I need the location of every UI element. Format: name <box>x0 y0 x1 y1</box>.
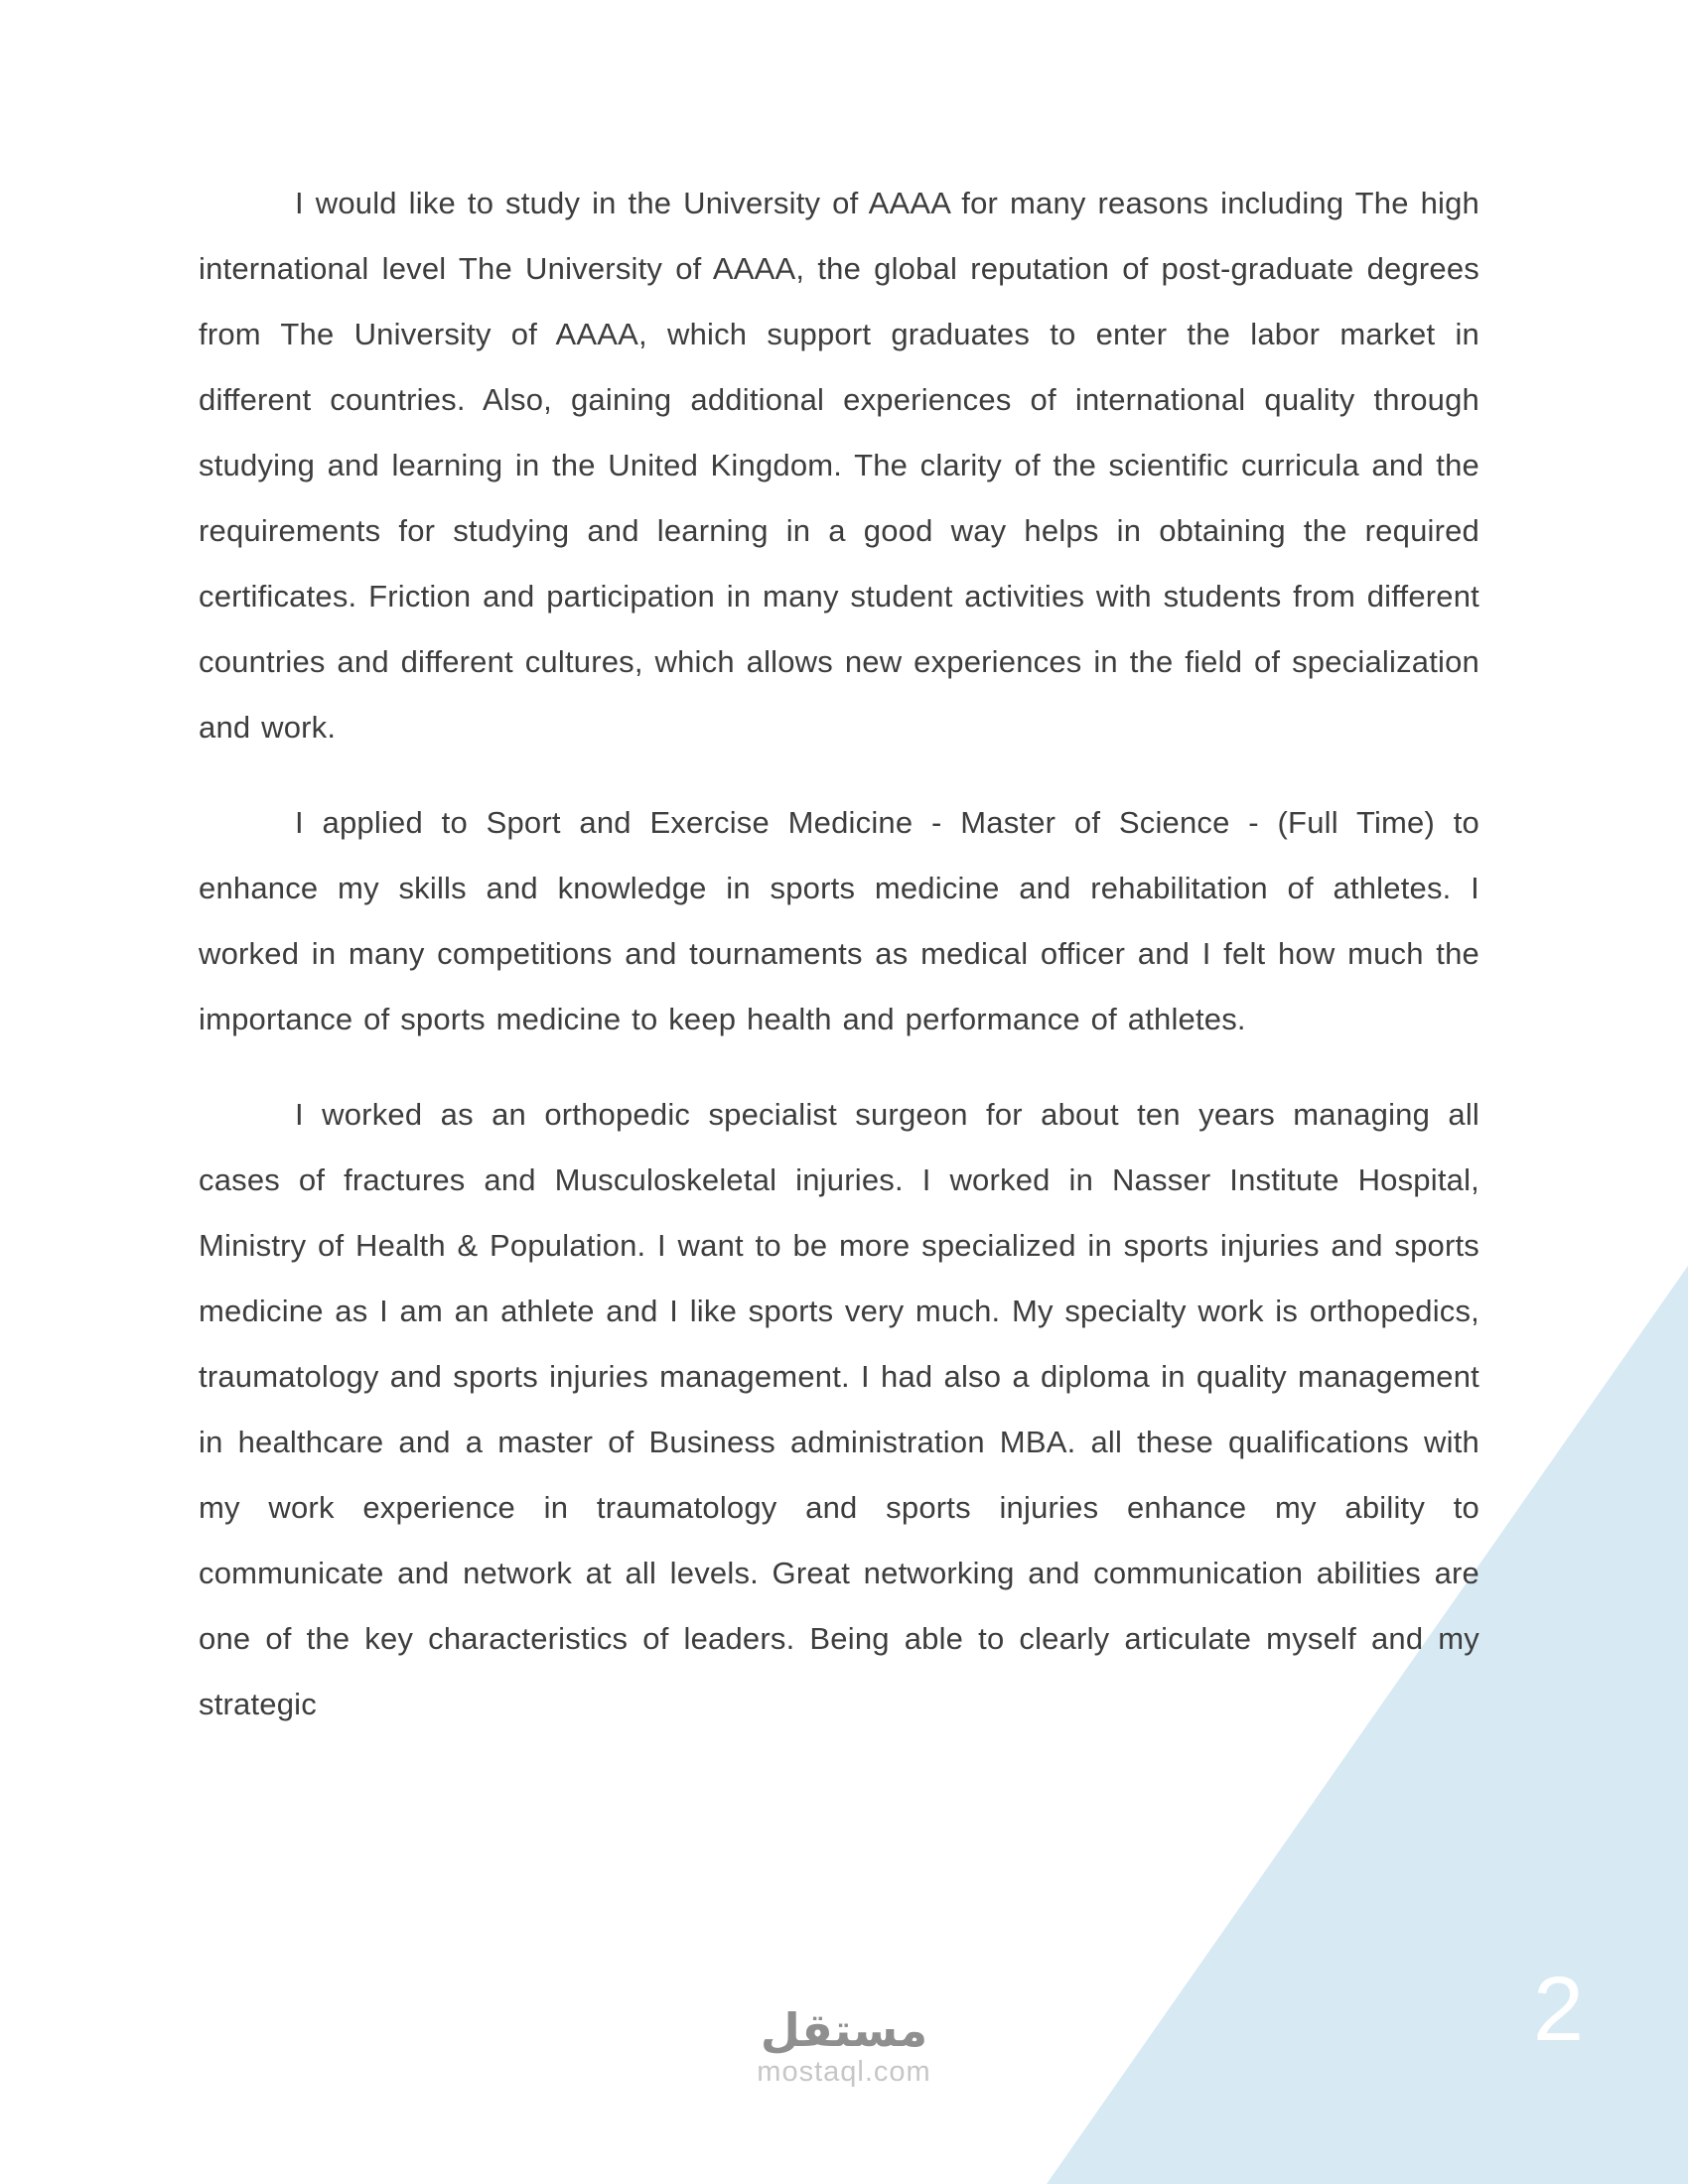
paragraph-program-applied: I applied to Sport and Exercise Medicine - Master of Science - (Full Time) to enhance my skills and knowledge in sports medicine and rehabilitation of athletes. I worked in many competitions and tournaments as medical officer and I felt how much the importance of sports medicine to keep health and performance of athletes. <box>199 805 1479 1036</box>
paragraph-work-experience: I worked as an orthopedic specialist surgeon for about ten years managing all cases of fractures and Musculoskeletal injuries. I worked in Nasser Institute Hospital, Ministry of Health & Population. I want to be more specialized in sports injuries and sports medicine as I am an athlete and I like sports very much. My specialty work is orthopedics, traumatology and sports injuries management. I had also a diploma in quality management in healthcare and a master of Business administration MBA. all these qualifications with my work experience in traumatology and sports injuries enhance my ability to communicate and network at all levels. Great networking and communication abilities are one of the key characteristics of leaders. Being able to clearly articulate myself and my strategic <box>199 1097 1479 1721</box>
watermark-domain-text: mostaql.com <box>757 2056 931 2089</box>
document-body <box>199 0 1479 1767</box>
paragraph-study-reasons: I would like to study in the University of AAAA for many reasons including The high international level The University of AAAA, the global reputation of post-graduate degrees from The University of AAAA, which support graduates to enter the labor market in different countries. Also, gaining additional experiences of international quality through studying and learning in the United Kingdom. The clarity of the scientific curricula and the requirements for studying and learning in a good way helps in obtaining the required certificates. Friction and participation in many student activities with students from different countries and different cultures, which allows new experiences in the field of specialization and work. <box>199 186 1479 745</box>
page-number: 2 <box>1532 1959 1584 2060</box>
mostaql-logo: مستقل <box>760 2003 928 2056</box>
